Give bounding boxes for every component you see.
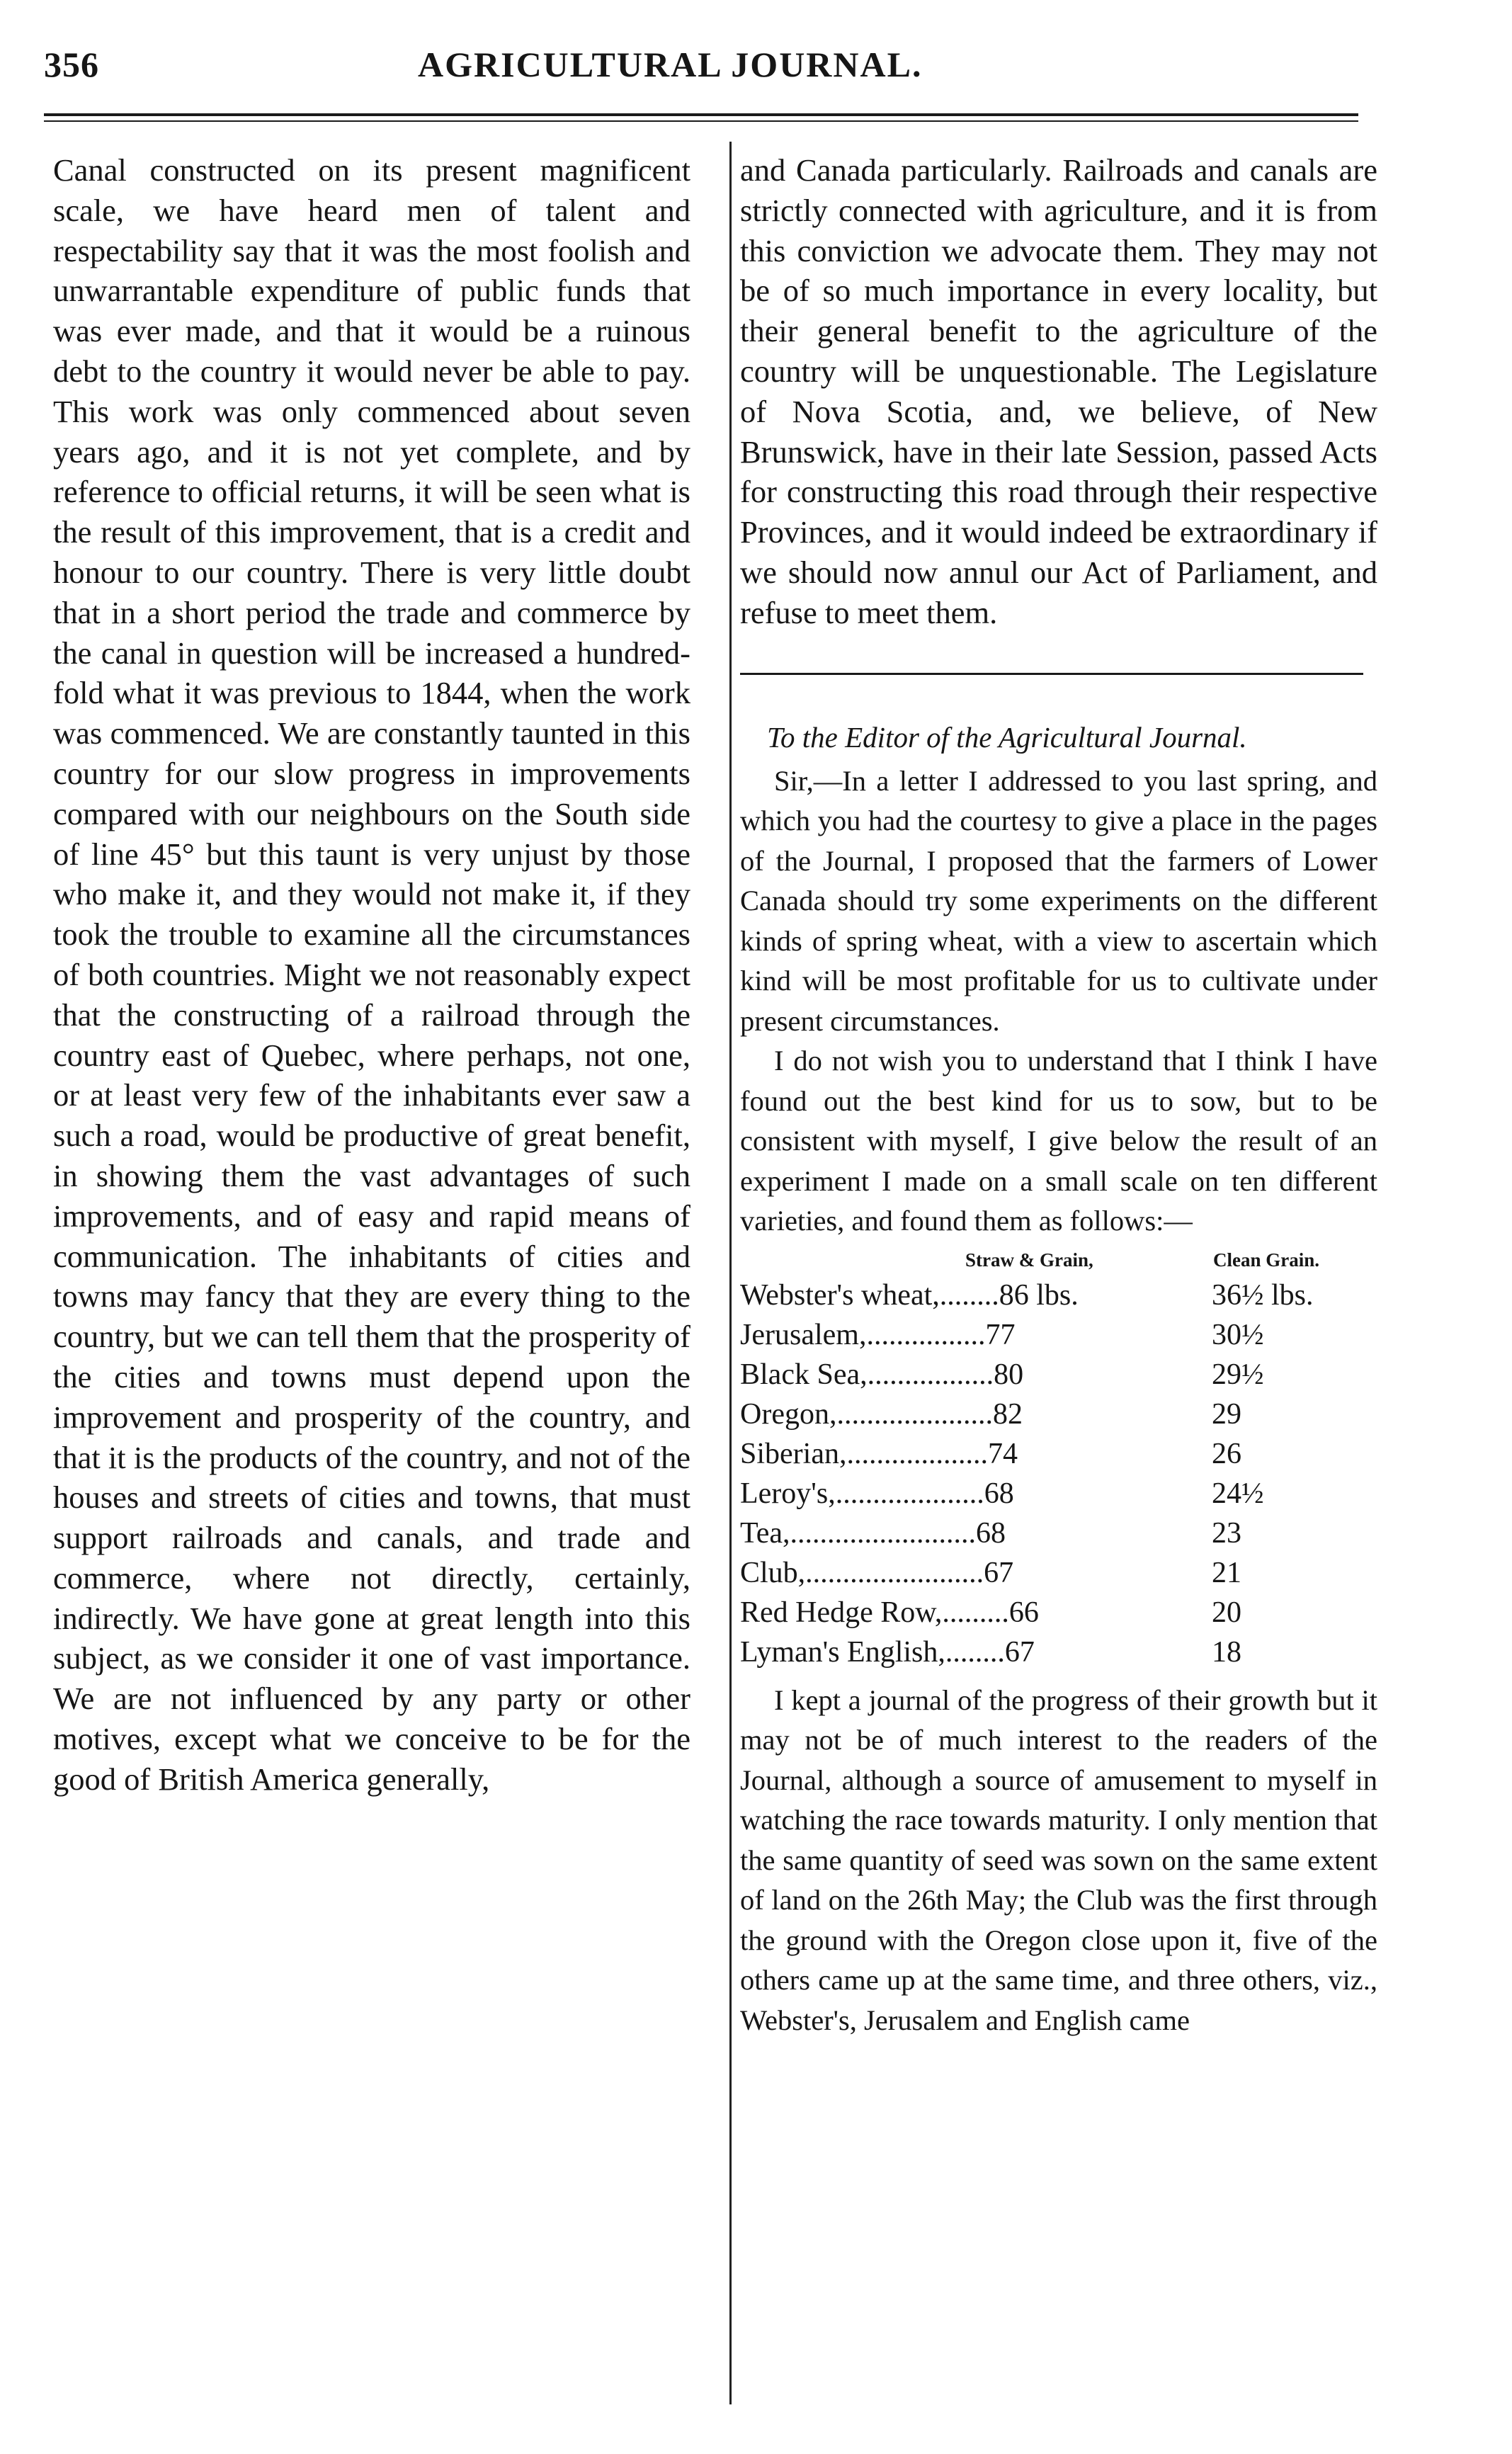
running-head: AGRICULTURAL JOURNAL. xyxy=(418,45,923,84)
variety-straw-grain: Leroy's,....................68 xyxy=(740,1477,1014,1510)
clean-grain-value: 30½ xyxy=(1212,1318,1264,1351)
variety-straw-grain: Siberian,...................74 xyxy=(740,1437,1018,1470)
table-row xyxy=(740,1434,1377,1474)
clean-grain-value: 29½ xyxy=(1212,1358,1264,1391)
header-straw-grain: Straw & Grain, xyxy=(965,1249,1093,1271)
column-divider xyxy=(729,142,732,2404)
table-row xyxy=(740,1593,1377,1632)
article-paragraph: Canal constructed on its present magnificent scale, we have heard men of talent and respectability say that it was the most foolish and unwarrantable expenditure of public funds that was ever made, and that it would be a ruinous debt to the country it would never be able to pay. This work was only commenced about seven years ago, and it is not yet complete, and by reference to official returns, it will be seen what is the result of this improvement, that is a credit and honour to our country. There is very little doubt that in a short period the trade and commerce by the canal in question will be increased a hundred-fold what it was previous to 1844, when the work was commenced. We are constantly taunted in this country for our slow progress in improvements compared with our neighbours on the South side of line 45° but this taunt is very unjust by those who make it, and they would not make it, if they took the trouble to examine all the circumstances of both countries. Might we not reasonably expect that the constructing of a railroad through the country east of Quebec, where perhaps, not one, or at least very few of the inhabitants ever saw a such a road, would be productive of great benefit, in showing them the vast advantages of such improvements, and of easy and rapid means of communication. The inhabitants of cities and towns may fancy that they are every thing to the country, but we can tell them that the prosperity of the cities and towns must depend upon the improvement and prosperity of the country, and that it is the products of the country, and not of the houses and streets of cities and towns, that must support railroads and canals, and trade and commerce, where not directly, certainly, indirectly. We have gone at great length into this subject, as we consider it one of vast importance. We are not influenced by any party or other motives, except what we conceive to be for the good of British America generally, xyxy=(53,152,690,1797)
clean-grain-value: 24½ xyxy=(1212,1477,1264,1510)
variety-straw-grain: Club,........................67 xyxy=(740,1556,1014,1589)
variety-straw-grain: Tea,.........................68 xyxy=(740,1516,1006,1550)
letter-heading: To the Editor of the Agricultural Journal. xyxy=(767,720,1247,754)
variety-straw-grain: Jerusalem,................77 xyxy=(740,1318,1016,1351)
clean-grain-value: 36½ lbs. xyxy=(1212,1278,1314,1312)
table-row xyxy=(740,1276,1377,1315)
letter-paragraph-3: I kept a journal of the progress of their growth but it may not be of much interest to the readers of the Journal, although a source of amusement to myself in watching the race towards maturity. I only mention that the same quantity of seed was sown on the same extent of land on the 26th May; the Club was the first through the ground with the Oregon close upon it, five of the others came up at the same time, and three others, viz., Webster's, Jerusalem and English came xyxy=(740,1683,1377,2036)
page-header xyxy=(0,44,1512,108)
variety-straw-grain: Oregon,.....................82 xyxy=(740,1397,1023,1431)
letter-paragraph-2: I do not wish you to understand that I think I have found out the best kind for us to sow, but to be consistent with myself, I give below the result of an experiment I made on a small scale on ten different varieties, and found them as follows:— xyxy=(740,1045,1377,1237)
header-rule-thin xyxy=(44,120,1358,122)
right-column xyxy=(740,150,1377,2040)
table-row xyxy=(740,1355,1377,1394)
wheat-results-table xyxy=(740,1244,1377,1672)
page-number: 356 xyxy=(44,45,99,84)
article-continuation: and Canada particularly. Railroads and canals are strictly connected with agriculture, and it is from this conviction we advocate them. They may not be of so much importance in every locality, but their general benefit to the agriculture of the country will be unquestionable. The Legislature of Nova Scotia, and, we believe, of New Brunswick, have in their late Session, passed Acts for constructing this road through their respective Provinces, and it would indeed be extraordinary if we should now annul our Act of Parliament, and refuse to meet them. xyxy=(740,152,1377,630)
clean-grain-value: 23 xyxy=(1212,1516,1241,1550)
header-rule xyxy=(44,113,1358,116)
clean-grain-value: 26 xyxy=(1212,1437,1241,1470)
table-row xyxy=(740,1315,1377,1355)
letter-paragraph-1: Sir,—In a letter I addressed to you last spring, and which you had the courtesy to give a place in the pages of the Journal, I proposed that the farmers of Lower Canada should try some experiments on the different kinds of spring wheat, with a view to ascertain which kind will be most profitable for us to cultivate under present circumstances. xyxy=(740,764,1377,1037)
table-row xyxy=(740,1553,1377,1593)
left-column xyxy=(53,150,690,1800)
variety-straw-grain: Black Sea,.................80 xyxy=(740,1358,1024,1391)
table-row xyxy=(740,1513,1377,1553)
clean-grain-value: 29 xyxy=(1212,1397,1241,1431)
table-row xyxy=(740,1474,1377,1513)
clean-grain-value: 18 xyxy=(1212,1635,1241,1669)
variety-straw-grain: Red Hedge Row,.........66 xyxy=(740,1596,1039,1629)
variety-straw-grain: Lyman's English,........67 xyxy=(740,1635,1035,1669)
table-row xyxy=(740,1394,1377,1434)
table-header xyxy=(740,1244,1377,1276)
clean-grain-value: 20 xyxy=(1212,1596,1241,1629)
header-clean-grain: Clean Grain. xyxy=(1213,1249,1320,1271)
section-divider xyxy=(740,673,1363,675)
variety-straw-grain: Webster's wheat,........86 lbs. xyxy=(740,1278,1079,1312)
table-row xyxy=(740,1632,1377,1672)
clean-grain-value: 21 xyxy=(1212,1556,1241,1589)
